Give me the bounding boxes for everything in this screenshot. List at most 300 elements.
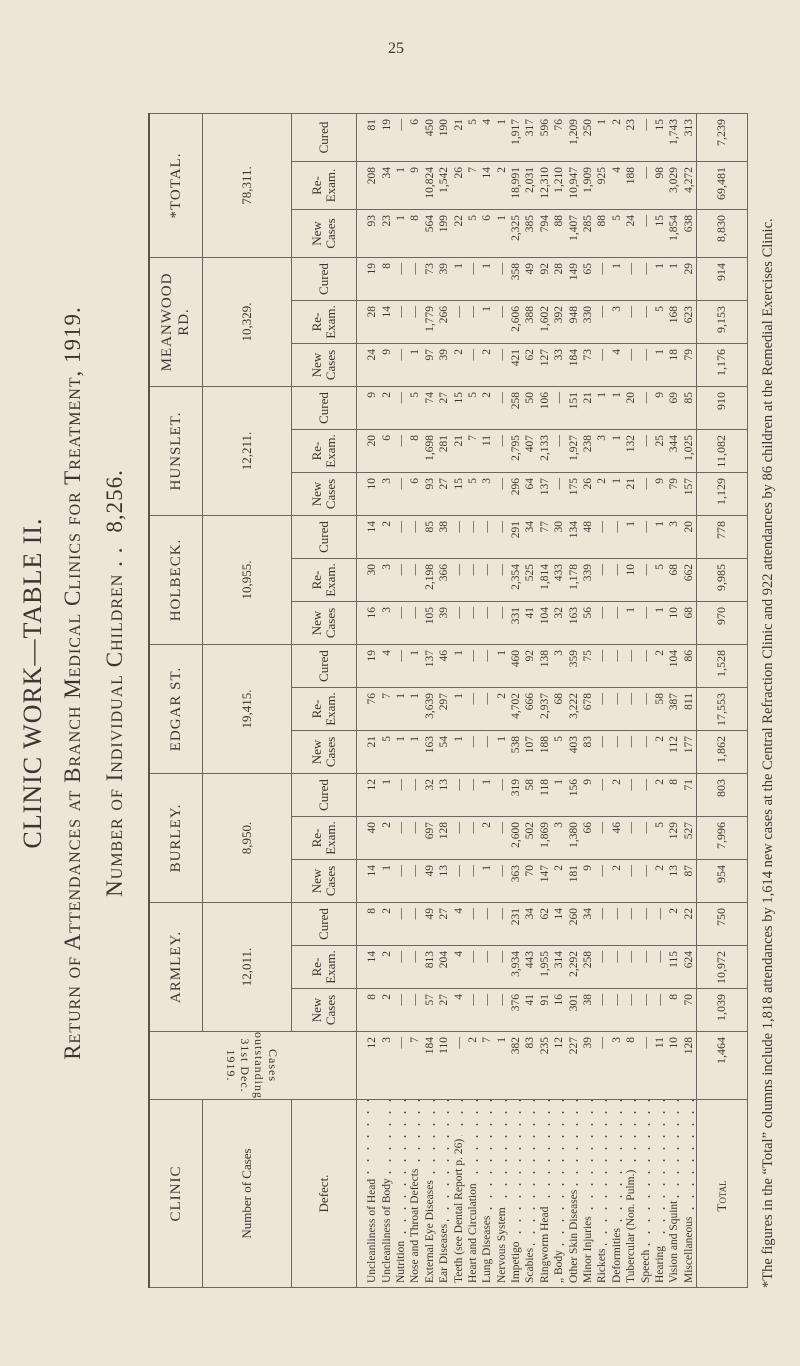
defect-label: Uncleanliness of Head — [366, 1176, 378, 1283]
reexam-value: 3 — [595, 430, 609, 473]
cured-value: 21 — [451, 114, 465, 162]
new-value: 1,854 — [667, 210, 681, 258]
header-cured: Cured — [292, 258, 357, 301]
cured-value: 27 — [437, 903, 451, 946]
cured-value: — — [466, 645, 480, 688]
cured-value: 92 — [538, 258, 552, 301]
new-value: — — [394, 860, 408, 903]
new-value: 39 — [437, 344, 451, 387]
reexam-value: 2,133 — [538, 430, 552, 473]
reexam-value: — — [552, 430, 566, 473]
new-value: 127 — [538, 344, 552, 387]
clinic-total: 803 — [696, 774, 747, 817]
new-value: 83 — [581, 731, 595, 774]
cured-value: 58 — [523, 774, 537, 817]
outstanding-value: — — [451, 1032, 465, 1100]
new-value: 1 — [624, 602, 638, 645]
reexam-value: 25 — [653, 430, 667, 473]
outstanding-total: 1,464 — [696, 1032, 747, 1100]
cured-value: 1 — [451, 258, 465, 301]
cured-value: 76 — [552, 114, 566, 162]
children-count — [102, 0, 128, 1366]
new-value: 1 — [653, 344, 667, 387]
new-value: 41 — [523, 602, 537, 645]
reexam-value: 4 — [451, 946, 465, 989]
cured-value: — — [638, 774, 652, 817]
new-value: 8 — [667, 989, 681, 1032]
clinic-name: BURLEY. — [149, 774, 203, 903]
new-value: 301 — [566, 989, 580, 1032]
cured-value: 313 — [682, 114, 697, 162]
cured-value: 1 — [624, 516, 638, 559]
new-value: 8 — [408, 210, 422, 258]
cured-value: 1,917 — [509, 114, 523, 162]
new-value: 163 — [423, 731, 437, 774]
new-value: — — [495, 473, 509, 516]
reexam-value: 238 — [581, 430, 595, 473]
reexam-value: 14 — [480, 162, 494, 210]
reexam-value: — — [595, 946, 609, 989]
header-re-exam: Re-Exam. — [292, 162, 357, 210]
reexam-value: — — [480, 688, 494, 731]
new-value: 564 — [423, 210, 437, 258]
reexam-value: 10,824 — [423, 162, 437, 210]
cured-value: 19 — [379, 114, 393, 162]
clinic-total: 750 — [696, 903, 747, 946]
cured-value: 118 — [538, 774, 552, 817]
defect-label: Ear Diseases — [438, 1221, 450, 1283]
reexam-value: 330 — [581, 301, 595, 344]
new-value: 157 — [682, 473, 697, 516]
header-cured: Cured — [292, 645, 357, 688]
reexam-value: 623 — [682, 301, 697, 344]
cured-value: 1 — [653, 258, 667, 301]
reexam-value: 3,934 — [509, 946, 523, 989]
reexam-value: 2 — [495, 688, 509, 731]
new-value: — — [595, 731, 609, 774]
cured-value: 49 — [523, 258, 537, 301]
cured-value: 19 — [357, 258, 380, 301]
header-defect: Defect. — [292, 1100, 357, 1288]
new-value: — — [495, 602, 509, 645]
new-value: 184 — [566, 344, 580, 387]
total-row — [696, 114, 747, 1288]
cured-value: — — [595, 903, 609, 946]
new-value: 2 — [552, 860, 566, 903]
cured-value: 151 — [566, 387, 580, 430]
reexam-value: 2 — [480, 817, 494, 860]
new-value: 41 — [523, 989, 537, 1032]
reexam-value: 811 — [682, 688, 697, 731]
new-value: — — [595, 344, 609, 387]
cured-value: — — [638, 903, 652, 946]
clinic-total: 17,553 — [696, 688, 747, 731]
cured-value: — — [480, 903, 494, 946]
reexam-value: 1,955 — [538, 946, 552, 989]
new-value: 1 — [408, 344, 422, 387]
table-row — [466, 114, 480, 1288]
cured-value: — — [638, 387, 652, 430]
new-value: 27 — [437, 989, 451, 1032]
cured-value: 32 — [423, 774, 437, 817]
new-value: 79 — [682, 344, 697, 387]
cured-value: — — [638, 645, 652, 688]
table-row — [610, 114, 624, 1288]
reexam-value: — — [408, 301, 422, 344]
header-new-cases: New Cases — [292, 731, 357, 774]
reexam-value: 3 — [379, 559, 393, 602]
new-value: 10 — [667, 602, 681, 645]
defect-label: Miscellaneous — [683, 1214, 695, 1283]
new-value: 8 — [357, 989, 380, 1032]
reexam-value: 388 — [523, 301, 537, 344]
cured-value: — — [610, 903, 624, 946]
cured-value: — — [595, 645, 609, 688]
reexam-value: 1,380 — [566, 817, 580, 860]
total-label: Total — [696, 1100, 747, 1288]
new-value: 93 — [423, 473, 437, 516]
cured-value: 22 — [682, 903, 697, 946]
reexam-value: 281 — [437, 430, 451, 473]
new-value: 2 — [653, 731, 667, 774]
reexam-value: 387 — [667, 688, 681, 731]
cured-value: 596 — [538, 114, 552, 162]
reexam-value: 1,178 — [566, 559, 580, 602]
new-value: 14 — [357, 860, 380, 903]
reexam-value: — — [480, 559, 494, 602]
clinic-total: 970 — [696, 602, 747, 645]
cured-value: 85 — [423, 516, 437, 559]
clinic-total: 778 — [696, 516, 747, 559]
table-row — [566, 114, 580, 1288]
new-value: 21 — [624, 473, 638, 516]
defect-cell — [653, 1100, 667, 1288]
new-value: 1 — [480, 860, 494, 903]
cured-value: 4 — [480, 114, 494, 162]
outstanding-value: — — [595, 1032, 609, 1100]
reexam-value: 68 — [552, 688, 566, 731]
reexam-value: 1,869 — [538, 817, 552, 860]
cured-value: 4 — [451, 903, 465, 946]
reexam-value: 7 — [379, 688, 393, 731]
page-number: 25 — [388, 40, 404, 57]
reexam-value: — — [466, 301, 480, 344]
cured-value: 291 — [509, 516, 523, 559]
outstanding-value: — — [638, 1032, 652, 1100]
cured-value: — — [408, 903, 422, 946]
table-row — [437, 114, 451, 1288]
reexam-value: 21 — [451, 430, 465, 473]
reexam-value: 1,698 — [423, 430, 437, 473]
table-row — [552, 114, 566, 1288]
cured-value: — — [408, 258, 422, 301]
clinic-total: 1,129 — [696, 473, 747, 516]
reexam-value: 2,606 — [509, 301, 523, 344]
cured-value: 3 — [667, 516, 681, 559]
cured-value: 20 — [624, 387, 638, 430]
new-value: 73 — [581, 344, 595, 387]
clinic-name: MEANWOOD RD. — [149, 258, 203, 387]
cured-value: 20 — [682, 516, 697, 559]
header-cured: Cured — [292, 114, 357, 162]
reexam-value: 66 — [581, 817, 595, 860]
cured-value: 29 — [682, 258, 697, 301]
header-new-cases: New Cases — [292, 602, 357, 645]
reexam-value: 76 — [357, 688, 380, 731]
new-value: 2 — [480, 344, 494, 387]
defect-cell — [357, 1100, 380, 1288]
reexam-value: 58 — [653, 688, 667, 731]
header-new-cases: New Cases — [292, 473, 357, 516]
new-value: 70 — [523, 860, 537, 903]
new-value: 54 — [437, 731, 451, 774]
new-value: 68 — [682, 602, 697, 645]
outstanding-value: 110 — [437, 1032, 451, 1100]
reexam-value: 2,292 — [566, 946, 580, 989]
cured-value: 134 — [566, 516, 580, 559]
reexam-value: 1,927 — [566, 430, 580, 473]
cured-value: — — [610, 516, 624, 559]
new-value: — — [394, 989, 408, 1032]
defect-label: Lung Diseases — [481, 1213, 493, 1283]
new-value: — — [638, 473, 652, 516]
reexam-value: — — [495, 430, 509, 473]
cured-value: — — [624, 774, 638, 817]
reexam-value: 129 — [667, 817, 681, 860]
cured-value: 258 — [509, 387, 523, 430]
new-value: 21 — [357, 731, 380, 774]
reexam-value: 3,639 — [423, 688, 437, 731]
reexam-value: — — [595, 559, 609, 602]
outstanding-value: 12 — [357, 1032, 380, 1100]
new-value: 403 — [566, 731, 580, 774]
table-row — [509, 114, 523, 1288]
header-cured: Cured — [292, 387, 357, 430]
cured-value: 9 — [357, 387, 380, 430]
cured-value: — — [480, 645, 494, 688]
cured-value: — — [638, 516, 652, 559]
new-value: 33 — [552, 344, 566, 387]
reexam-value: 5 — [653, 559, 667, 602]
defect-label: Nutrition — [395, 1238, 407, 1283]
reexam-value: 666 — [523, 688, 537, 731]
reexam-value: 624 — [682, 946, 697, 989]
new-value: — — [480, 731, 494, 774]
table-row — [379, 114, 393, 1288]
table-row — [357, 114, 380, 1288]
new-value: — — [595, 602, 609, 645]
new-value: 39 — [437, 602, 451, 645]
defect-cell — [451, 1100, 465, 1288]
cured-value: 9 — [653, 387, 667, 430]
new-value: — — [394, 344, 408, 387]
clinic-total: 7,239 — [696, 114, 747, 162]
cured-value: 1,743 — [667, 114, 681, 162]
header-new-cases: New Cases — [292, 989, 357, 1032]
new-value: 3 — [379, 473, 393, 516]
defect-cell — [437, 1100, 451, 1288]
cured-value: — — [624, 903, 638, 946]
reexam-value: 168 — [667, 301, 681, 344]
cured-value: — — [408, 774, 422, 817]
cured-value: 319 — [509, 774, 523, 817]
cured-value: — — [624, 258, 638, 301]
cured-value: 74 — [423, 387, 437, 430]
new-value: — — [451, 602, 465, 645]
cured-value: — — [466, 903, 480, 946]
clinic-name: EDGAR ST. — [149, 645, 203, 774]
new-value: 112 — [667, 731, 681, 774]
clinic-total: 11,082 — [696, 430, 747, 473]
new-value: 538 — [509, 731, 523, 774]
reexam-value: — — [466, 946, 480, 989]
new-value: 376 — [509, 989, 523, 1032]
cured-value: 30 — [552, 516, 566, 559]
new-value: 26 — [581, 473, 595, 516]
header-new-cases: New Cases — [292, 210, 357, 258]
new-value: 3 — [379, 602, 393, 645]
cured-value: 1 — [667, 258, 681, 301]
reexam-value: 28 — [357, 301, 380, 344]
cured-value: 260 — [566, 903, 580, 946]
reexam-value: 433 — [552, 559, 566, 602]
reexam-value: — — [466, 688, 480, 731]
cured-value: 1 — [495, 645, 509, 688]
table-row — [595, 114, 609, 1288]
reexam-value: — — [638, 162, 652, 210]
reexam-value: — — [495, 817, 509, 860]
new-value: — — [394, 602, 408, 645]
defect-cell — [624, 1100, 638, 1288]
new-value: 296 — [509, 473, 523, 516]
reexam-value: — — [624, 817, 638, 860]
defect-cell — [638, 1100, 652, 1288]
reexam-value: 1 — [394, 162, 408, 210]
cured-value: 1 — [610, 258, 624, 301]
header-re-exam: Re-Exam. — [292, 946, 357, 989]
defect-label: Vision and Squint — [668, 1198, 680, 1283]
defect-cell — [394, 1100, 408, 1288]
reexam-value: 20 — [357, 430, 380, 473]
new-value: 4 — [610, 344, 624, 387]
reexam-value: 1 — [394, 688, 408, 731]
defect-label: Teeth (see Dental Report p. 26) — [453, 1136, 465, 1283]
cured-value: 48 — [581, 516, 595, 559]
defect-cell — [423, 1100, 437, 1288]
cured-value: — — [495, 516, 509, 559]
outstanding-value: 128 — [682, 1032, 697, 1100]
cured-value: 38 — [437, 516, 451, 559]
table-row — [495, 114, 509, 1288]
reexam-value: 2 — [379, 946, 393, 989]
new-value: 104 — [538, 602, 552, 645]
reexam-value: 2,031 — [523, 162, 537, 210]
clinic-total: 9,985 — [696, 559, 747, 602]
clinic-name: HOLBECK. — [149, 516, 203, 645]
new-value: 15 — [653, 210, 667, 258]
reexam-value: — — [495, 559, 509, 602]
table-row — [423, 114, 437, 1288]
cured-value: 8 — [357, 903, 380, 946]
reexam-value: 2,795 — [509, 430, 523, 473]
new-value: — — [552, 473, 566, 516]
reexam-value: 4 — [610, 162, 624, 210]
new-value: 56 — [581, 602, 595, 645]
new-value: 638 — [682, 210, 697, 258]
header-clinic: CLINIC — [149, 1100, 203, 1288]
reexam-value: — — [480, 946, 494, 989]
reexam-value: 18,991 — [509, 162, 523, 210]
header-re-exam: Re-Exam. — [292, 430, 357, 473]
reexam-value: — — [610, 688, 624, 731]
new-value: — — [495, 989, 509, 1032]
new-value: 88 — [552, 210, 566, 258]
clinic-case-count: 12,011. — [203, 903, 292, 1032]
outstanding-value: 3 — [379, 1032, 393, 1100]
defect-cell — [509, 1100, 523, 1288]
new-value: — — [610, 602, 624, 645]
new-value: — — [595, 860, 609, 903]
new-value: 421 — [509, 344, 523, 387]
new-value: 137 — [538, 473, 552, 516]
defect-cell — [379, 1100, 393, 1288]
new-value: 10 — [357, 473, 380, 516]
defect-label: „ Body — [553, 1247, 565, 1283]
cured-value: 39 — [437, 258, 451, 301]
new-value: 2 — [379, 989, 393, 1032]
cured-value: — — [394, 774, 408, 817]
header-outstanding — [149, 1032, 357, 1100]
cured-value: 317 — [523, 114, 537, 162]
cured-value: — — [638, 258, 652, 301]
reexam-value: 948 — [566, 301, 580, 344]
reexam-value: 5 — [653, 817, 667, 860]
clinic-case-count: 10,955. — [203, 516, 292, 645]
cured-value: — — [495, 258, 509, 301]
reexam-value: 8 — [408, 430, 422, 473]
new-value: 181 — [566, 860, 580, 903]
header-re-exam: Re-Exam. — [292, 817, 357, 860]
reexam-value: — — [394, 559, 408, 602]
new-value: 16 — [552, 989, 566, 1032]
cured-value: — — [466, 258, 480, 301]
defect-cell — [610, 1100, 624, 1288]
cured-value: 460 — [509, 645, 523, 688]
table-row — [624, 114, 638, 1288]
defect-cell — [408, 1100, 422, 1288]
attendance-table — [148, 113, 748, 1288]
cured-value: — — [595, 258, 609, 301]
header-re-exam: Re-Exam. — [292, 688, 357, 731]
new-value: 2 — [451, 344, 465, 387]
reexam-value: 258 — [581, 946, 595, 989]
new-value: 5 — [466, 473, 480, 516]
new-value: 18 — [667, 344, 681, 387]
new-value: 13 — [667, 860, 681, 903]
cured-value: 34 — [523, 516, 537, 559]
cured-value: 27 — [437, 387, 451, 430]
header-cured: Cured — [292, 774, 357, 817]
cured-value: 75 — [581, 645, 595, 688]
defect-label: Nose and Throat Defects — [409, 1166, 421, 1283]
cured-value: — — [653, 903, 667, 946]
new-value: 64 — [523, 473, 537, 516]
cured-value: 85 — [682, 387, 697, 430]
table-title: CLINIC WORK—TABLE II. — [18, 517, 47, 849]
reexam-value: 2,354 — [509, 559, 523, 602]
new-value: — — [394, 473, 408, 516]
reexam-value: — — [408, 559, 422, 602]
